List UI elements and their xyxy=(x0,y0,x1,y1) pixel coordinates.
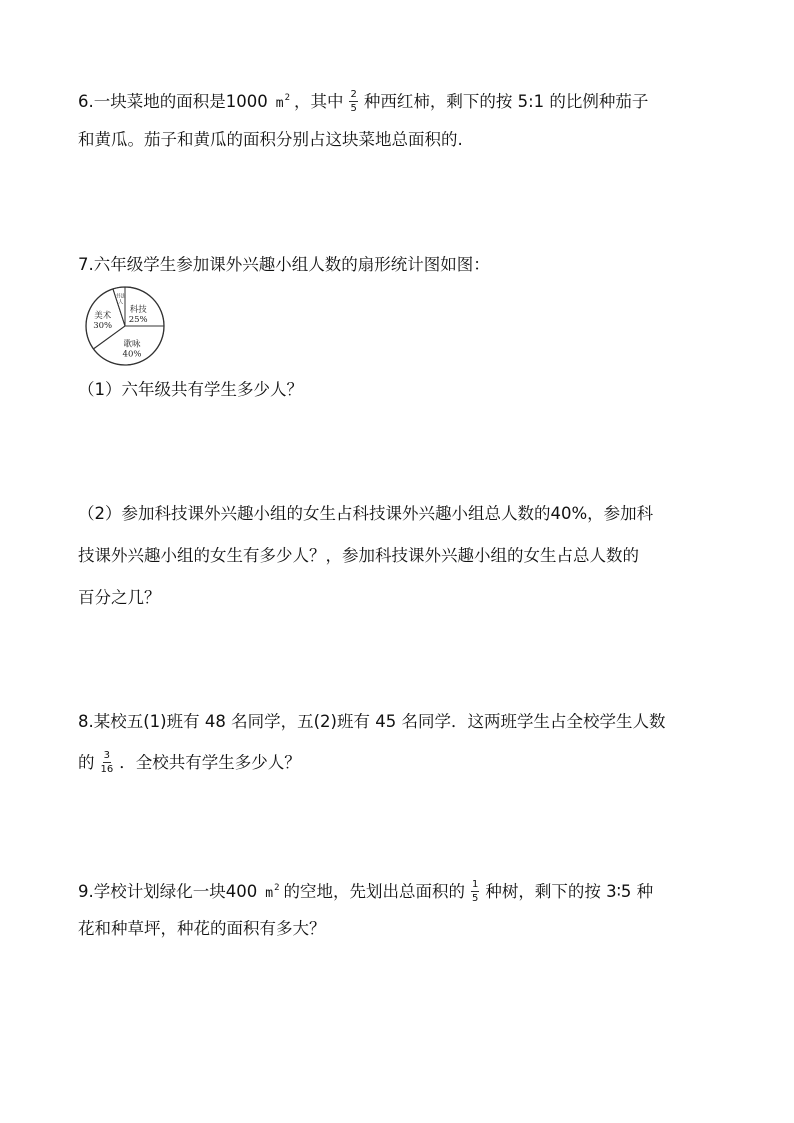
q6-fraction: $\frac{2}{5}$ xyxy=(350,88,357,114)
pie-label-0: 科技 xyxy=(129,304,147,315)
q8-text-b: ．全校共有学生多少人？ xyxy=(119,753,301,772)
q8-fraction: $\frac{3}{16}$ xyxy=(100,749,114,775)
q9-text-b: 的空地，先划出总面积的 xyxy=(283,882,465,901)
q7-sub2-line-2: 技课外兴趣小组的女生有多少人？，参加科技课外兴趣小组的女生占总人数的 xyxy=(78,546,639,565)
q9-unit: $m^2$ xyxy=(265,883,280,901)
q9-fraction: $\frac{1}{5}$ xyxy=(472,878,479,904)
q6-text-a: 6.一块菜地的面积是1000 xyxy=(78,92,268,111)
pie-label-2: 美术 xyxy=(94,310,112,321)
q7-sub2-line-1: （2）参加科技课外兴趣小组的女生占科技课外兴趣小组总人数的40%，参加科 xyxy=(78,504,654,523)
q6-text-c: 种西红柿，剩下的按 5:1 的比例种茄子 xyxy=(363,92,649,111)
q7-intro: 7.六年级学生参加课外兴趣小组人数的扇形统计图如图： xyxy=(78,255,490,274)
q6-unit: $m^2$ xyxy=(275,93,290,111)
q7-sub2-line-3: 百分之几？ xyxy=(78,588,161,607)
pie-label-1: 歌咏 xyxy=(123,339,141,350)
pie-value-label-1: 40% xyxy=(122,349,142,360)
q9-text-a: 9.学校计划绿化一块400 xyxy=(78,882,258,901)
pie-chart xyxy=(78,284,172,368)
q8-line-2 xyxy=(78,751,301,776)
q9-text-c: 种树，剩下的按 3∶5 种 xyxy=(485,882,654,901)
q6-line-2: 和黄瓜。茄子和黄瓜的面积分别占这块菜地总面积的. xyxy=(78,130,463,149)
pie-value-label-3: 人 xyxy=(118,299,124,306)
q6-text-b: ，其中 xyxy=(293,92,344,111)
q8-line-1: 8.某校五(1)班有 48 名同学，五(2)班有 45 名同学．这两班学生占全校学生人数 xyxy=(78,712,666,731)
q9-line-2: 花和种草坪，种花的面积有多大？ xyxy=(78,919,326,938)
q6-line-1 xyxy=(78,86,648,116)
q8-text-a: 的 xyxy=(78,753,95,772)
pie-value-label-2: 30% xyxy=(93,320,113,331)
q7-sub1: （1）六年级共有学生多少人？ xyxy=(78,380,303,399)
pie-value-label-0: 25% xyxy=(128,314,148,325)
pie-label-3: 书法 xyxy=(115,293,126,300)
q9-line-1 xyxy=(78,876,653,906)
